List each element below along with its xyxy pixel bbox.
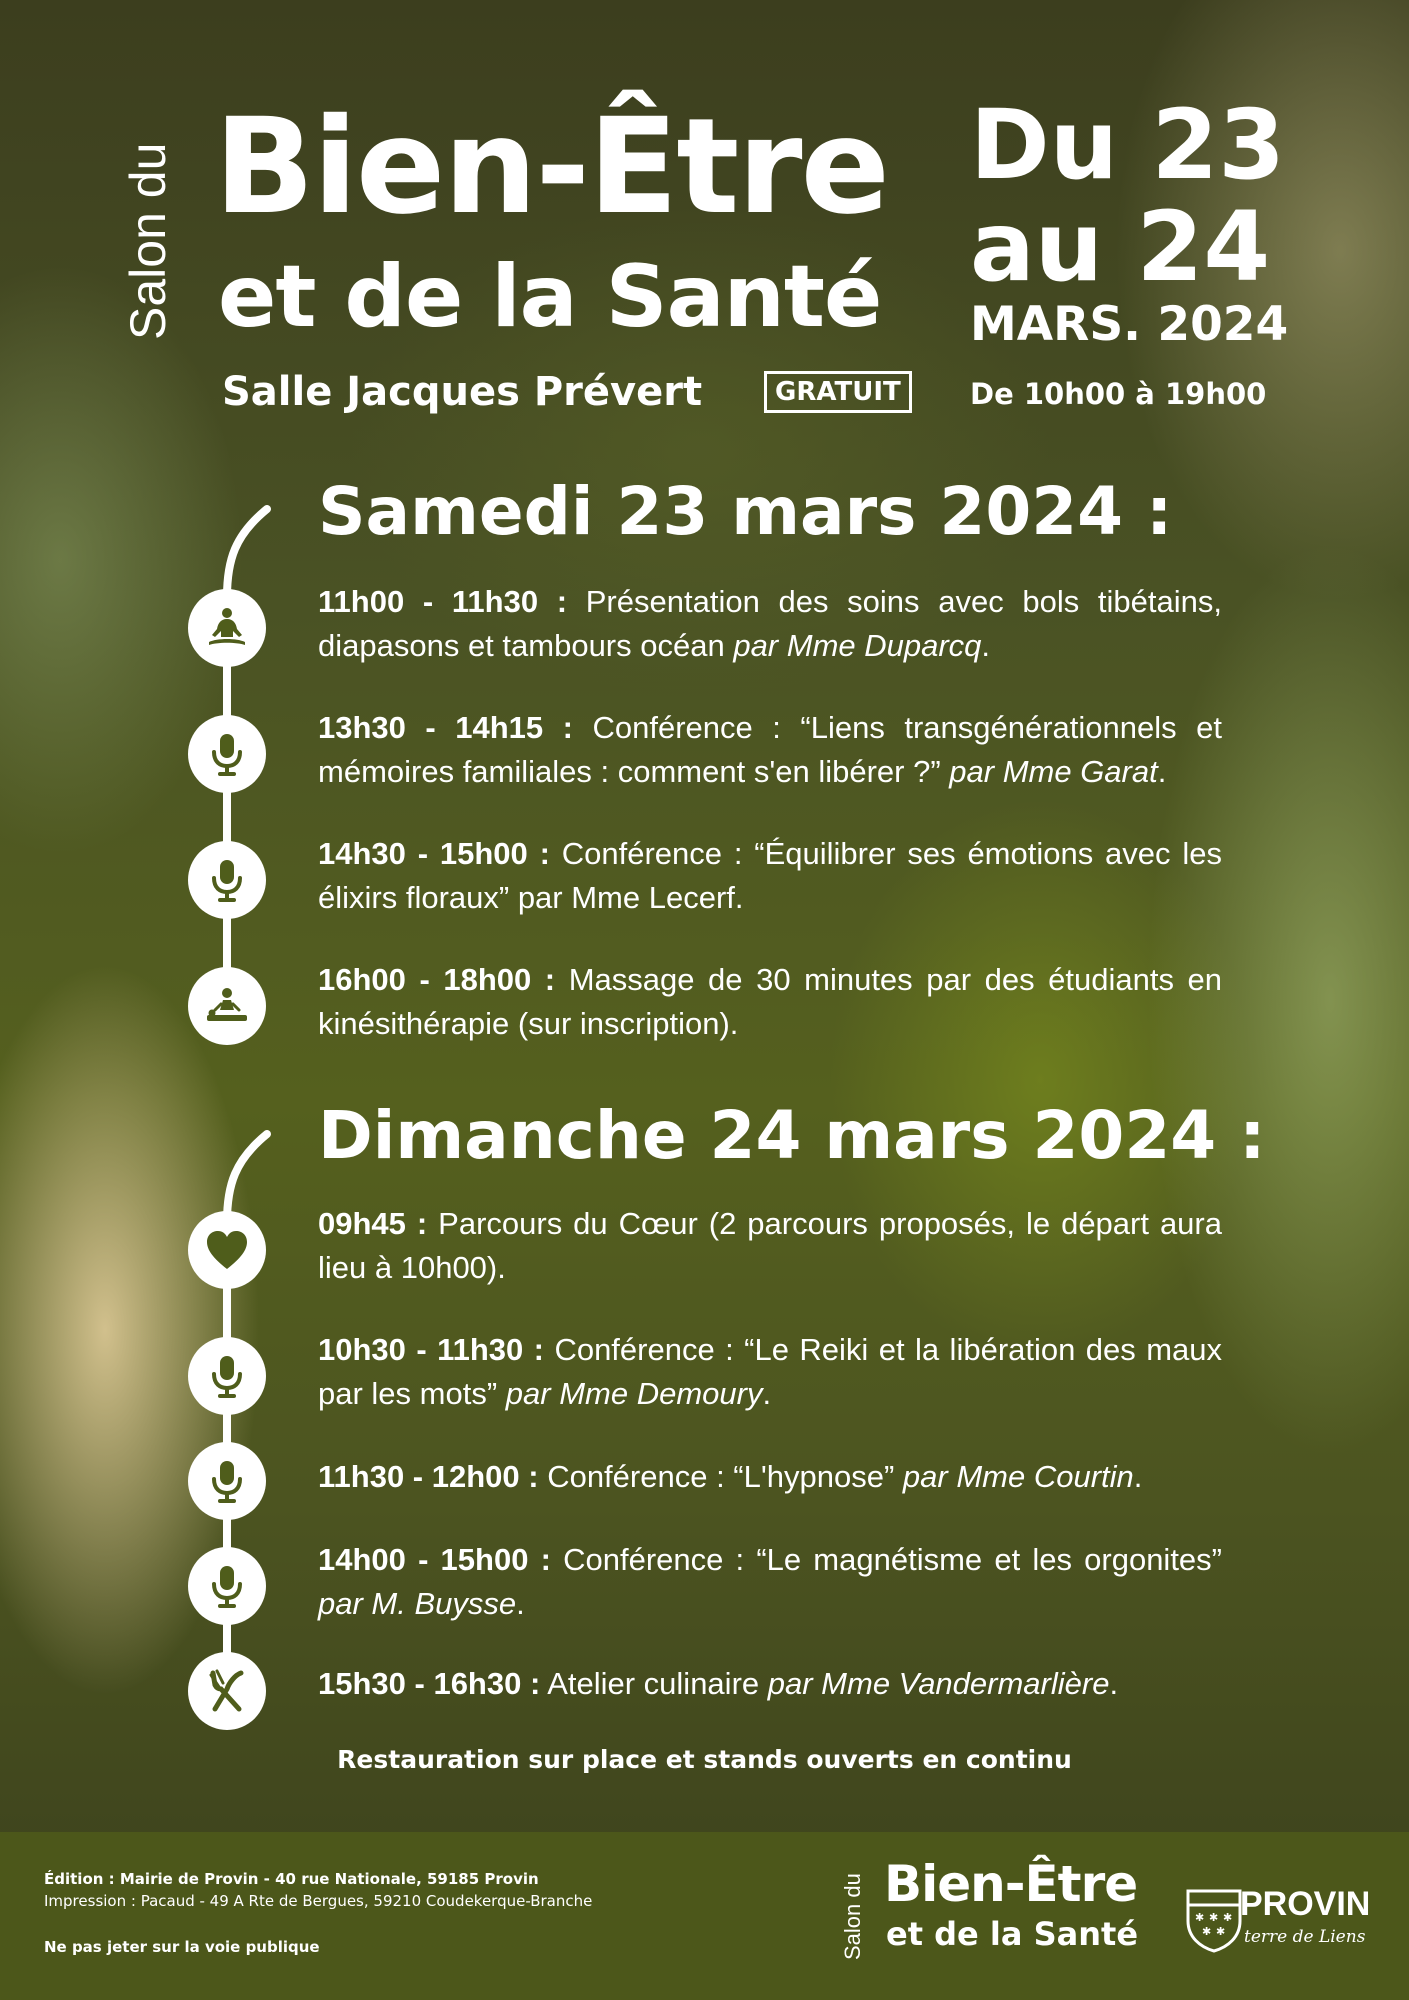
event-text-end: . <box>1109 1666 1119 1701</box>
footer-impression: Impression : Pacaud - 49 A Rte de Bergues, 59210 Coudekerque-Branche <box>44 1892 593 1910</box>
event-time: 10h30 - 11h30 : <box>318 1332 545 1367</box>
timeline-curve-saturday <box>215 505 275 600</box>
event-speaker: par Mme Vandermarlière <box>767 1666 1110 1701</box>
timeline-node <box>188 1211 266 1289</box>
event-text: Parcours du Cœur (2 parcours proposés, le départ aura lieu à 10h00). <box>318 1206 1222 1285</box>
meditation-icon <box>203 604 251 652</box>
event-text: Conférence : “Liens transgénérationnels et mémoires familiales : comment s'en libérer ?” <box>318 710 1222 789</box>
timeline-node <box>188 967 266 1045</box>
event-speaker: par Mme Garat <box>949 754 1158 789</box>
event-time: 09h45 : <box>318 1206 428 1241</box>
event-text-end: . <box>1133 1459 1143 1494</box>
event-time: 11h00 - 11h30 : <box>318 584 568 619</box>
event-item <box>318 1202 1222 1290</box>
edition-text: Mairie de Provin - 40 rue Nationale, 59185 Provin <box>114 1870 539 1888</box>
footer-edition <box>44 1868 539 1890</box>
event-title-line1: Bien-Être <box>214 90 889 244</box>
event-item <box>318 1538 1222 1626</box>
provin-town-name: PROVIN <box>1240 1885 1371 1923</box>
event-item <box>318 1328 1222 1416</box>
event-text: Conférence : “Équilibrer ses émotions avec les élixirs floraux” par Mme Lecerf. <box>318 836 1222 915</box>
date-to: au 24 <box>970 191 1271 303</box>
svg-text:✱: ✱ <box>1202 1925 1212 1938</box>
event-speaker: par Mme Courtin <box>902 1459 1134 1494</box>
event-time: 15h30 - 16h30 : <box>318 1666 541 1701</box>
date-from: Du 23 <box>970 89 1286 201</box>
free-badge: GRATUIT <box>764 371 912 413</box>
footer-notice: Ne pas jeter sur la voie publique <box>44 1938 320 1956</box>
event-text: Conférence : “Le Reiki et la libération des maux par les mots” <box>318 1332 1222 1411</box>
footer <box>0 1832 1409 2000</box>
event-title-line2: et de la Santé <box>218 247 882 347</box>
event-item <box>318 958 1222 1046</box>
event-speaker: par Mme Demoury <box>505 1376 763 1411</box>
fork-knife-icon <box>203 1667 251 1715</box>
event-text-end: . <box>762 1376 772 1411</box>
event-text-end: . <box>516 1586 525 1621</box>
footer-logo-line2: et de la Santé <box>886 1915 1139 1953</box>
timeline-node <box>188 1547 266 1625</box>
edition-label: Édition : <box>44 1870 115 1888</box>
event-text: Atelier culinaire <box>540 1666 768 1701</box>
sunday-title: Dimanche 24 mars 2024 : <box>318 1097 1266 1174</box>
event-time: 13h30 - 14h15 : <box>318 710 573 745</box>
event-text: Conférence : “Le magnétisme et les orgonites” <box>550 1542 1222 1577</box>
opening-hours: De 10h00 à 19h00 <box>970 377 1267 411</box>
svg-text:✱: ✱ <box>1209 1911 1219 1924</box>
svg-text:✱: ✱ <box>1195 1911 1205 1924</box>
event-item <box>318 1455 1222 1499</box>
date-month: MARS. 2024 <box>970 297 1289 352</box>
microphone-icon <box>203 1352 251 1400</box>
timeline-node <box>188 1652 266 1730</box>
event-text: Conférence : “L'hypnose” <box>538 1459 903 1494</box>
timeline-node <box>188 589 266 667</box>
event-item <box>318 580 1222 668</box>
massage-icon <box>203 982 251 1030</box>
event-time: 16h00 - 18h00 : <box>318 962 556 997</box>
event-text-end: . <box>1157 754 1167 789</box>
saturday-title: Samedi 23 mars 2024 : <box>318 473 1173 550</box>
event-item <box>318 706 1222 794</box>
event-speaker: par Mme Duparcq <box>733 628 982 663</box>
event-speaker: par M. Buysse <box>318 1586 517 1621</box>
svg-text:✱: ✱ <box>1223 1911 1233 1924</box>
footer-logo-line1: Bien-Être <box>884 1855 1138 1913</box>
event-text: Présentation des soins avec bols tibétains, diapasons et tambours océan <box>318 584 1222 663</box>
heart-icon <box>203 1226 251 1274</box>
microphone-icon <box>203 1562 251 1610</box>
timeline-node <box>188 841 266 919</box>
microphone-icon <box>203 1457 251 1505</box>
microphone-icon <box>203 730 251 778</box>
timeline-node <box>188 1337 266 1415</box>
provin-shield-icon <box>1184 1887 1244 1953</box>
event-time: 11h30 - 12h00 : <box>318 1459 539 1494</box>
event-time: 14h00 - 15h00 : <box>318 1542 551 1577</box>
footer-logo-salon-du: Salon du <box>840 1873 865 1960</box>
event-item <box>318 832 1222 920</box>
svg-text:✱: ✱ <box>1216 1925 1226 1938</box>
event-time: 14h30 - 15h00 : <box>318 836 550 871</box>
restauration-note: Restauration sur place et stands ouverts en continu <box>337 1745 1072 1774</box>
salon-du-label: Salon du <box>120 142 176 340</box>
provin-tagline: terre de Liens <box>1244 1927 1366 1947</box>
event-item <box>318 1662 1222 1706</box>
timeline-node <box>188 715 266 793</box>
event-text-end: . <box>981 628 991 663</box>
microphone-icon <box>203 856 251 904</box>
event-text: Massage de 30 minutes par des étudiants en kinésithérapie (sur inscription). <box>318 962 1223 1041</box>
venue-name: Salle Jacques Prévert <box>222 369 703 415</box>
timeline-node <box>188 1442 266 1520</box>
